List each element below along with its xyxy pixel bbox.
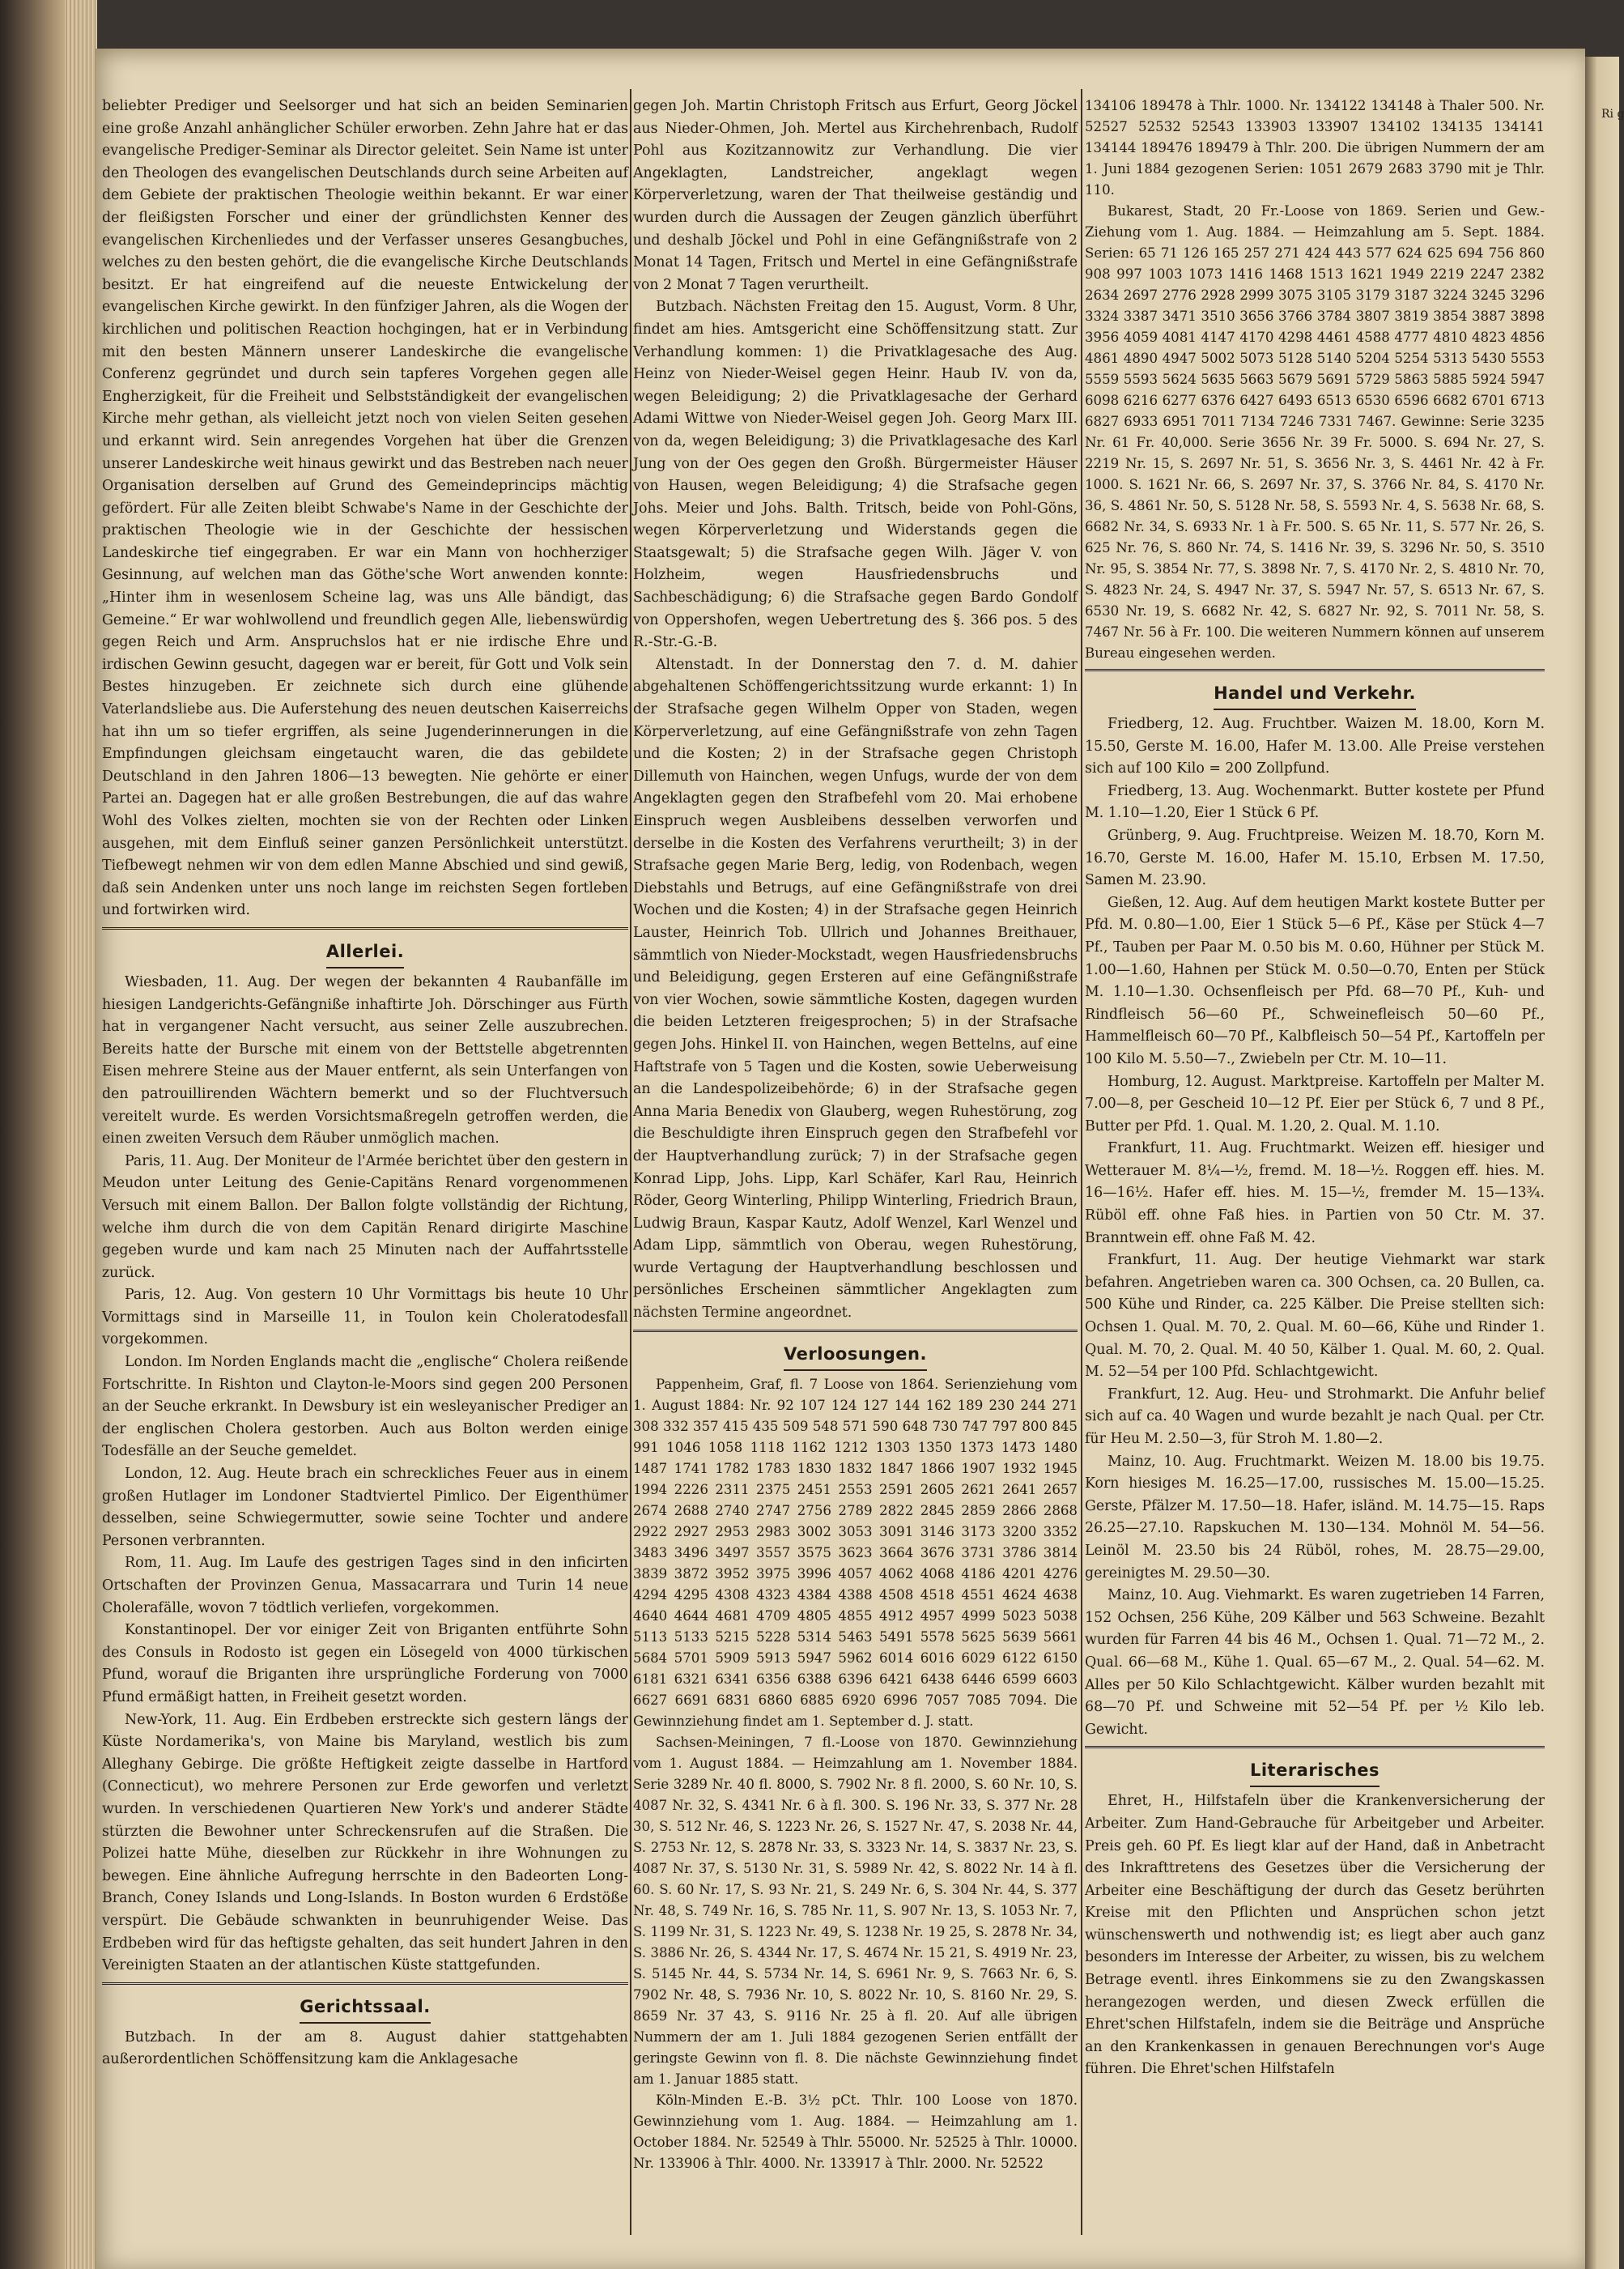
market-item: Mainz, 10. Aug. Fruchtmarkt. Weizen M. 18.00 bis 19.75. Korn hiesiges M. 16.25—17.00, russisches M. 15.00—15.25. Gerste, Pfälzer M. 17.50—18. Hafer, isländ. M. 14.75—15. Raps 26.25—27.10. Rapskuchen M. 130—134. Mohnöl M. 54—56. Leinöl M. 23.50 bis 24 Rüböl, rohes, M. 28.75—29.00, gereinigtes M. 29.50—30.: [1085, 1453, 1545, 1581]
news-item: Paris, 11. Aug. Der Moniteur de l'Armée berichtet über den gestern in Meudon unter Leitung des Genie-Capitäns Renard vorgenommenen Versuch mit einem Ballon. Der Ballon folgte vollständig der Richtung, welche ihm durch die von dem Capitän Renard dirigirte Maschine gegeben wurde und kam nach 25 Minuten nach der Auffahrtsstelle zurück.: [102, 1152, 628, 1281]
news-item: Konstantinopel. Der vor einiger Zeit von Briganten entführte Sohn des Consuls in Rodosto ist gegen ein Lösegeld von 4000 türkischen Pfund, worauf die Briganten ihre ursprüngliche Forderung von 7000 Pfund ermäßigt hatten, in Freiheit gesetzt worden.: [102, 1622, 628, 1705]
market-item: Friedberg, 12. Aug. Fruchtber. Waizen M. 18.00, Korn M. 15.50, Gerste M. 16.00, Hafer M. 13.00. Alle Preise verstehen sich auf 100 Kilo = 200 Zollpfund.: [1085, 716, 1545, 777]
lottery-item: 134106 189478 à Thlr. 1000. Nr. 134122 134148 à Thaler 500. Nr. 52527 52532 52543 133903 133907 134102 134135 134141 134144 189476 189479 à Thlr. 200. Die übrigen Nummern der am 1. Juni 1884 gezogenen Serien: 1051 2679 2683 3790 mit je Thlr. 110.: [1085, 98, 1545, 198]
column-rule: [630, 89, 631, 2235]
book-page-edges: [0, 0, 97, 2269]
section-divider: [1085, 669, 1545, 671]
obituary-text: beliebter Prediger und Seelsorger und hat sich an beiden Seminarien eine große Anzahl anhänglicher Schüler erworben. Zehn Jahre hat er das evangelische Prediger-Seminar als Director geleitet. Sein Name ist unter den Theologen des evangelischen Deutschlands durch seine Arbeiten auf dem Gebiete der praktischen Theologie weithin bekannt. Er war einer der fleißigsten Forscher und einer der gründlichsten Kenner des evangelischen Kirchenliedes und der Verfasser unseres Gesangbuches, welches zu den besten gehört, die die evangelische Kirche Deutschlands besitzt. Er hat eingreifend auf die neueste Entwickelung der evangelischen Kirche gewirkt. In den fünfziger Jahren, als die Wogen der kirchlichen und politischen Reaction hochgingen, hat er in Verbindung mit den besten Männern unserer Landeskirche die evangelische Conferenz gegründet und durch sein tapferes Vorgehen gegen alle Engherzigkeit, für die Freiheit und Selbstständigkeit der evangelischen Kirche mehr gethan, als vielleicht jetzt noch von vielen Seiten gesehen und erkannt wird. Sein anregendes Vorgehen hat über die Grenzen unserer Landeskirche weit hinaus gewirkt und das Bestreben nach neuer Organisation derselben auf Grund des Gemeindeprincips mächtig gefördert. Für alle Zeiten bleibt Schwabe's Name in der Geschichte der praktischen Theologie wie in der Geschichte der hessischen Landeskirche tief eingegraben. Er war ein Mann von hochherziger Gesinnung, auf welchen man das Göthe'sche Wort anwenden konnte: „Hinter ihm in wesenlosem Scheine lag, was uns Alle bändigt, das Gemeine.“ Er war wohlwollend und freundlich gegen Alle, liebenswürdig gegen Reich und Arm. Anspruchslos hat er nie irdische Ehre und irdischen Gewinn gesucht, dagegen war er bereit, für Gott und Volk sein Bestes hinzugeben. Er zeichnete sich durch eine glühende Vaterlandsliebe aus. Die Auferstehung des neuen deutschen Kaiserreichs hat ihn um so tiefer ergriffen, als seine Jugenderinnerungen in die Empfindungen gleichsam eingetaucht waren, die das gebildete Deutschland in den Jahren 1806—13 bewegten. Nie gehörte er einer Partei an. Dagegen hat er alle großen Bestrebungen, die auf das wahre Wohl des Volkes zielten, mochten sie von der Rechten oder Linken ausgehen, mit dem Einfluß seiner ganzen Persönlichkeit unterstützt. Tiefbewegt nehmen wir von dem edlen Manne Abschied und sind gewiß, daß sein Andenken unter uns noch lange im reichsten Segen fortleben und fortwirken wird.: [102, 98, 628, 919]
column-middle: [633, 96, 1078, 2233]
literary-item: Ehret, H., Hilfstafeln über die Krankenversicherung der Arbeiter. Zum Hand-Gebrauche für Arbeitgeber und Arbeiter. Preis geh. 60 Pf. Es liegt klar auf der Hand, daß in Anbetracht des Inkrafttretens des Gesetzes über die Versicherung der Arbeiter eine Beschäftigung der durch das Gesetz berührten Kreise mit den Pflichten und Ansprüchen schon jetzt wünschenswerth und nothwendig ist; es liegt aber auch ganz besonders im Interesse der Arbeiter, zu wissen, bis zu welchem Betrage eventl. ihres Einkommens sie zu den Zwangskassen herangezogen werden, und diesen Zweck erfüllen die Ehret'schen Hilfstafeln, indem sie die Beiträge und Ansprüche an den Krankenkassen in genauen Berechnungen vor's Auge führen. Die Ehret'schen Hilfstafeln: [1085, 1793, 1545, 2078]
column-right: [1085, 96, 1545, 2233]
lottery-item: Bukarest, Stadt, 20 Fr.-Loose von 1869. Serien und Gew.-Ziehung vom 1. Aug. 1884. — Heimzahlung am 5. Sept. 1884. Serien: 65 71 126 165 257 271 424 443 577 624 625 694 756 860 908 997 1003 1073 1416 1468 1513 1621 1949 2219 2247 2382 2634 2697 2776 2928 2999 3075 3105 3179 3187 3224 3245 3296 3324 3387 3471 3510 3656 3766 3784 3807 3819 3854 3887 3898 3956 4059 4081 4147 4170 4298 4461 4588 4777 4810 4823 4856 4861 4890 4947 5002 5073 5128 5140 5204 5254 5313 5430 5553 5559 5593 5624 5635 5663 5679 5691 5729 5863 5885 5924 5947 6098 6216 6277 6376 6427 6493 6513 6530 6596 6682 6701 6713 6827 6933 6951 7011 7134 7246 7331 7467. Gewinne: Serie 3235 Nr. 61 Fr. 40,000. Serie 3656 Nr. 39 Fr. 5000. S. 694 Nr. 27, S. 2219 Nr. 15, S. 2697 Nr. 51, S. 3656 Nr. 3, S. 4461 Nr. 42 à Fr. 1000. S. 1621 Nr. 66, S. 2697 Nr. 37, S. 3766 Nr. 84, S. 4170 Nr. 36, S. 4861 Nr. 50, S. 5128 Nr. 58, S. 5593 Nr. 4, S. 5638 Nr. 68, S. 6682 Nr. 34, S. 6933 Nr. 1 à Fr. 500. S. 65 Nr. 11, S. 577 Nr. 26, S. 625 Nr. 76, S. 860 Nr. 74, S. 1416 Nr. 39, S. 3296 Nr. 50, S. 3510 Nr. 95, S. 3854 Nr. 77, S. 3898 Nr. 7, S. 4170 Nr. 2, S. 4810 Nr. 70, S. 4823 Nr. 24, S. 4947 Nr. 37, S. 5947 Nr. 57, S. 6513 Nr. 67, S. 6530 Nr. 19, S. 6682 Nr. 42, S. 6827 Nr. 92, S. 7011 Nr. 58, S. 7467 Nr. 56 à Fr. 100. Die weiteren Nummern können auf unserem Bureau eingesehen werden.: [1085, 203, 1545, 661]
news-item: Rom, 11. Aug. Im Laufe des gestrigen Tages sind in den inficirten Ortschaften der Provinzen Genua, Massacarrara und Turin 14 neue Cholerafälle, wovon 7 tödtlich verliefen, vorgekommen.: [102, 1555, 628, 1616]
news-item: New-York, 11. Aug. Ein Erdbeben erstreckte sich gestern längs der Küste Nordamerika's, von Maine bis Maryland, westlich bis zum Alleghany Gebirge. Die größte Heftigkeit zeigte dasselbe in Hartford (Connecticut), wo mehrere Personen zur Erde geworfen und verletzt wurden. In verschiedenen Quartieren New York's und anderer Städte stürzten die Bewohner unter Schreckensrufen auf die Straßen. Die Polizei hatte Mühe, dieselben zur Rückkehr in ihre Wohnungen zu bewegen. Eine ähnliche Aufregung herrschte in den Badeorten Long-Branch, Coney Islands und Long-Islands. In Boston wurden 6 Erdstöße verspürt. Die Gebäude schwankten in beunruhigender Weise. Das Erdbeben wird für das heftigste gehalten, das seit hundert Jahren in den Vereinigten Staaten an der atlantischen Küste stattgefunden.: [102, 1711, 628, 1974]
court-item: Altenstadt. In der Donnerstag den 7. d. M. dahier abgehaltenen Schöffengerichtssitzung wurde erkannt: 1) In der Strafsache gegen Wilhelm Opper von Staden, wegen Körperverletzung, auf eine Gefängnißstrafe von zehn Tagen und die Kosten; 2) in der Strafsache gegen Christoph Dillemuth von Hainchen, wegen Unfugs, wurde der von dem Angeklagten gegen den Strafbefehl vom 20. Mai erhobene Einspruch wegen Ausbleibens desselben verworfen und derselbe in die Kosten des Verfahrens verurtheilt; 3) in der Strafsache gegen Marie Berg, ledig, von Rodenbach, wegen Diebstahls und Betrugs, auf eine Gefängnißstrafe von drei Wochen und die Kosten; 4) in der Strafsache gegen Heinrich Lauster, Heinrich Tob. Ullrich und Johannes Breithauer, sämmtlich von Nieder-Mockstadt, wegen Hausfriedensbruchs und Beleidigung, gegen Ersteren auf eine Gefängnißstrafe von vier Wochen, sowie sämmtliche Kosten, dagegen wurden die beiden Letzteren freigesprochen; 5) in der Strafsache gegen Johs. Hinkel II. von Hainchen, wegen Bettelns, auf eine Haftstrafe von 5 Tagen und die Kosten, sowie Ueberweisung an die Landespolizeibehörde; 6) in der Strafsache gegen Anna Maria Benedix von Glauberg, wegen Ruhestörung, zog die Beschuldigte ihren Einspruch gegen den Strafbefehl vor der Hauptverhandlung zurück; 7) in der Strafsache gegen Konrad Lipp, Johs. Lipp, Karl Schäfer, Karl Rau, Heinrich Röder, Georg Winterling, Philipp Winterling, Friedrich Braun, Ludwig Braun, Kaspar Kautz, Adolf Wenzel, Karl Wenzel und Adam Lipp, sämmtlich von Oberau, wegen Ruhestörung, wurde Vertagung der Hauptverhandlung beschlossen und persönliches Erscheinen sämmtlicher Angeklagten zum nächsten Termine angeordnet.: [633, 656, 1078, 1322]
section-heading-verloosungen: Verloosungen.: [633, 1340, 1078, 1371]
lottery-item: Köln-Minden E.-B. 3½ pCt. Thlr. 100 Loose von 1870. Gewinnziehung vom 1. Aug. 1884. — Heimzahlung am 1. October 1884. Nr. 52549 à Thlr. 55000. Nr. 52525 à Thlr. 10000. Nr. 133906 à Thlr. 4000. Nr. 133917 à Thlr. 2000. Nr. 52522: [633, 2092, 1078, 2171]
court-item: Butzbach. In der am 8. August dahier stattgehabten außerordentlichen Schöffensitzung kam die Anklagesache: [102, 2028, 628, 2068]
section-heading-gerichtssaal: Gerichtssaal.: [102, 1993, 628, 2024]
facing-page-edge: [1585, 57, 1624, 2269]
section-heading-literarisches: Literarisches: [1085, 1756, 1545, 1787]
market-item: Frankfurt, 12. Aug. Heu- und Strohmarkt. Die Anfuhr belief sich auf ca. 40 Wagen und wurde bezahlt je nach Qual. per Ctr. für Heu M. 2.50—3, für Stroh M. 1.80—2.: [1085, 1386, 1545, 1447]
market-item: Frankfurt, 11. Aug. Der heutige Viehmarkt war stark befahren. Angetrieben waren ca. 300 Ochsen, ca. 20 Bullen, ca. 500 Kühe und Rinder, ca. 225 Kälber. Die Preise stellten sich: Ochsen 1. Qual. M. 70, 2. Qual. M. 60—66, Kühe und Rinder 1. Qual. M. 70, 2. Qual. M. 40 50, Kälber 1. Qual. M. 60, 2. Qual. M. 52—54 per 100 Pfd. Schlachtgewicht.: [1085, 1252, 1545, 1381]
column-left: [102, 96, 628, 2233]
section-divider: [1085, 1746, 1545, 1748]
market-item: Frankfurt, 11. Aug. Fruchtmarkt. Weizen eff. hiesiger und Wetterauer M. 8¼—½, fremd. M. 18—½. Roggen eff. hies. M. 16—16½. Hafer eff. hies. M. 15—½, fremder M. 15—13¾. Rüböl eff. ohne Faß hies. in Partien von 50 Ctr. M. 37. Branntwein eff. ohne Faß M. 42.: [1085, 1140, 1545, 1246]
market-item: Gießen, 12. Aug. Auf dem heutigen Markt kostete Butter per Pfd. M. 0.80—1.00, Eier 1 Stück 5—6 Pf., Käse per Stück 4—7 Pf., Tauben per Paar M. 0.50 bis M. 0.60, Hühner per Stück M. 1.00—1.60, Hahnen per Stück M. 0.50—0.70, Enten per Stück M. 1.10—1.30. Ochsenfleisch per Pfd. 68—70 Pf., Kuh- und Rindfleisch 56—60 Pf., Schweinefleisch 50—60 Pf., Hammelfleisch 60—70 Pf., Kalbfleisch 50—54 Pf., Kartoffeln per 100 Kilo M. 5.50—7., Zwiebeln per Ctr. M. 10—11.: [1085, 894, 1545, 1067]
market-item: Homburg, 12. August. Marktpreise. Kartoffeln per Malter M. 7.00—8, per Gescheid 10—12 Pf. Eier per Stück 6, 7 und 8 Pf., Butter per Pfd. 1. Qual. M. 1.20, 2. Qual. M. 1.10.: [1085, 1073, 1545, 1134]
market-item: Mainz, 10. Aug. Viehmarkt. Es waren zugetrieben 14 Farren, 152 Ochsen, 256 Kühe, 209 Kälber und 563 Schweine. Bezahlt wurden für Farren 44 bis 46 M., Ochsen 1. Qual. 71—72 M., 2. Qual. 66—68 M., Kühe 1. Qual. 65—67 M., 2. Qual. 54—62. M. Alles per 50 Kilo Schlachtgewicht. Kälber wurden bezahlt mit 68—70 Pf. und Schweine mit 52—54 Pf. per ½ Kilo leb. Gewicht.: [1085, 1587, 1545, 1738]
lottery-item: Pappenheim, Graf, fl. 7 Loose von 1864. Serienziehung vom 1. August 1884: Nr. 92 107 124 127 144 162 189 230 244 271 308 332 357 415 435 509 548 571 590 648 730 747 797 800 845 991 1046 1058 1118 1162 1212 1303 1350 1373 1473 1480 1487 1741 1782 1783 1830 1832 1847 1866 1907 1932 1945 1994 2226 2311 2375 2451 2553 2591 2605 2621 2641 2657 2674 2688 2740 2747 2756 2789 2822 2845 2859 2866 2868 2922 2927 2953 2983 3002 3053 3091 3146 3173 3200 3352 3483 3496 3497 3557 3575 3623 3664 3676 3731 3786 3814 3839 3872 3952 3975 3996 4057 4062 4068 4186 4201 4276 4294 4295 4308 4323 4384 4388 4508 4518 4551 4624 4638 4640 4644 4681 4709 4805 4855 4912 4957 4999 5023 5038 5113 5133 5215 5228 5314 5463 5491 5578 5625 5639 5661 5684 5701 5909 5913 5947 5962 6014 6016 6029 6122 6150 6181 6321 6341 6356 6388 6396 6421 6438 6446 6599 6603 6627 6691 6831 6860 6885 6920 6996 7057 7085 7094. Die Gewinnziehung findet am 1. September d. J. statt.: [633, 1376, 1078, 1729]
section-divider: [102, 927, 628, 930]
column-rule: [1081, 89, 1082, 2235]
news-item: Paris, 12. Aug. Von gestern 10 Uhr Vormittags bis heute 10 Uhr Vormittags sind in Marseille 11, in Toulon kein Choleratodesfall vorgekommen.: [102, 1287, 628, 1348]
section-divider: [102, 1982, 628, 1985]
market-item: Grünberg, 9. Aug. Fruchtpreise. Weizen M. 18.70, Korn M. 16.70, Gerste M. 16.00, Hafer M. 15.10, Erbsen M. 17.50, Samen M. 23.90.: [1085, 827, 1545, 889]
court-item: Butzbach. Nächsten Freitag den 15. August, Vorm. 8 Uhr, findet am hies. Amtsgericht eine Schöffensitzung statt. Zur Verhandlung kommen: 1) die Privatklagesache des Aug. Heinz von Nieder-Weisel gegen Heinr. Haub IV. von da, wegen Beleidigung; 2) die Privatklagesache der Gerhard Adami Wittwe von Nieder-Weisel gegen Joh. Georg Marx III. von da, wegen Beleidigung; 3) die Privatklagesache des Karl Jung von der Oes gegen den Großh. Bürgermeister Häuser von Hausen, wegen Beleidigung; 4) die Strafsache gegen Johs. Meier und Johs. Balth. Tritsch, beide von Pohl-Göns, wegen Körperverletzung und Widerstands gegen die Staatsgewalt; 5) die Strafsache gegen Wilh. Jäger V. von Holzheim, wegen Hausfriedensbruchs und Sachbeschädigung; 6) die Strafsache gegen Bardo Gondolf von Oppershofen, wegen Uebertretung des §. 366 pos. 5 des R.-Str.-G.-B.: [633, 299, 1078, 651]
section-heading-allerlei: Allerlei.: [102, 938, 628, 968]
section-divider: [633, 1330, 1078, 1332]
market-item: Friedberg, 13. Aug. Wochenmarkt. Butter kostete per Pfund M. 1.10—1.20, Eier 1 Stück 6 Pf.: [1085, 782, 1545, 822]
facing-page-text: Ri g: [1601, 108, 1624, 121]
news-item: Wiesbaden, 11. Aug. Der wegen der bekannten 4 Raubanfälle im hiesigen Landgerichts-Gefängniße inhaftirte Joh. Dörschinger aus Fürth hat in vergangener Nacht versucht, aus seiner Zelle auszubrechen. Bereits hatte der Bursche mit einem von der Bettstelle abgetrennten Eisen mehrere Steine aus der Mauer entfernt, als sein Unterfangen von den patrouillirenden Wächtern bemerkt und so der Fluchtversuch vereitelt wurde. Es werden Vorsichtsmaßregeln getroffen werden, die einen zweiten Versuch dem Räuber unmöglich machen.: [102, 973, 628, 1147]
news-item: London, 12. Aug. Heute brach ein schreckliches Feuer aus in einem großen Hutlager im Londoner Stadtviertel Pimlico. Der Eigenthümer desselben, seine Schwiegermutter, sowie seine Tochter und andere Personen verbrannten.: [102, 1466, 628, 1549]
lottery-item: Sachsen-Meiningen, 7 fl.-Loose von 1870. Gewinnziehung vom 1. August 1884. — Heimzahlung am 1. November 1884. Serie 3289 Nr. 40 fl. 8000, S. 7902 Nr. 8 fl. 2000, S. 60 Nr. 10, S. 4087 Nr. 32, S. 4341 Nr. 6 à fl. 300. S. 196 Nr. 33, S. 377 Nr. 28 30, S. 512 Nr. 46, S. 1223 Nr. 26, S. 1527 Nr. 47, S. 2038 Nr. 44, S. 2753 Nr. 12, S. 2878 Nr. 33, S. 3323 Nr. 14, S. 3837 Nr. 23, S. 4087 Nr. 37, S. 5130 Nr. 31, S. 5989 Nr. 42, S. 8022 Nr. 14 à fl. 60. S. 60 Nr. 17, S. 93 Nr. 21, S. 249 Nr. 6, S. 304 Nr. 44, S. 377 Nr. 48, S. 749 Nr. 16, S. 785 Nr. 11, S. 907 Nr. 13, S. 1053 Nr. 7, S. 1199 Nr. 31, S. 1223 Nr. 49, S. 1238 Nr. 19 25, S. 2878 Nr. 34, S. 3886 Nr. 26, S. 4344 Nr. 17, S. 4674 Nr. 15 21, S. 4919 Nr. 23, S. 5145 Nr. 44, S. 5734 Nr. 14, S. 6961 Nr. 9, S. 7663 Nr. 6, S. 7902 Nr. 48, S. 7936 Nr. 10, S. 8022 Nr. 10, S. 8160 Nr. 29, S. 8659 Nr. 37 43, S. 9116 Nr. 25 à fl. 20. Auf alle übrigen Nummern der am 1. Juli 1884 gezogenen Serien entfällt der geringste Gewinn von fl. 8. Die nächste Gewinnziehung findet am 1. Januar 1885 statt.: [633, 1734, 1078, 2087]
news-item: London. Im Norden Englands macht die „englische“ Cholera reißende Fortschritte. In Rishton und Clayton-le-Moors sind gegen 200 Personen an der Seuche erkrankt. In Dewsbury ist ein wesleyanischer Prediger an der englischen Cholera gestorben. Auch aus Bolton werden einige Todesfälle an der Seuche gemeldet.: [102, 1354, 628, 1460]
section-heading-handel: Handel und Verkehr.: [1085, 679, 1545, 710]
court-item: gegen Joh. Martin Christoph Fritsch aus Erfurt, Georg Jöckel aus Nieder-Ohmen, Joh. Mertel aus Kirchehrenbach, Rudolf Pohl aus Kozitzannowitz zur Verhandlung. Die vier Angeklagten, Landstreicher, angeklagt wegen Körperverletzung, waren der That theilweise geständig und wurden durch die Aussagen der Zeugen gänzlich überführt und deshalb Jöckel und Pohl in eine Gefängnißstrafe von 2 Monat 14 Tagen, Fritsch und Mertel in eine Gefängnißstrafe von 2 Monat 7 Tagen verurtheilt.: [633, 98, 1078, 293]
